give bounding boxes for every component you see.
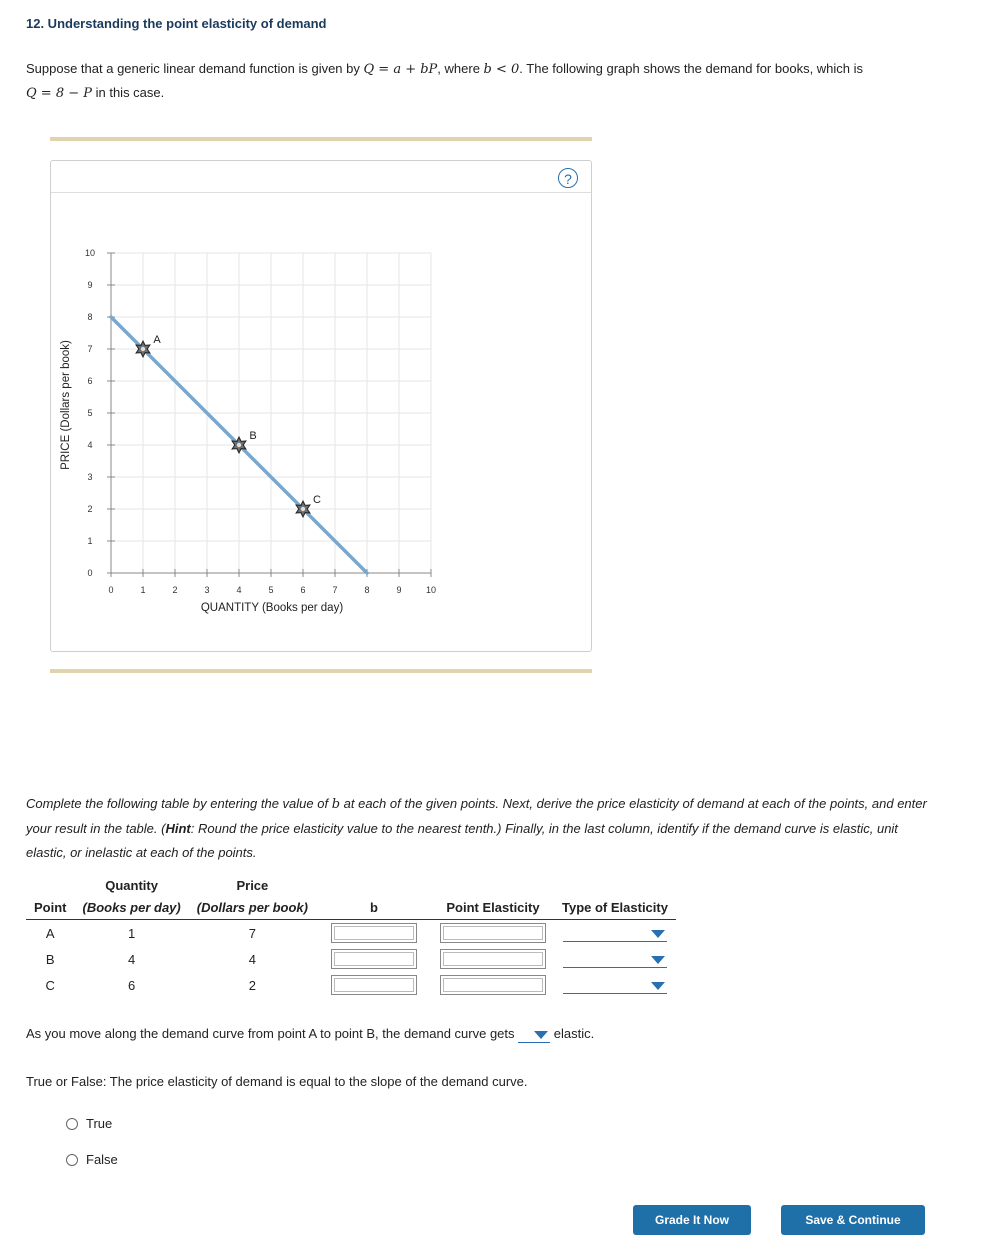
y-axis-label: PRICE (Dollars per book) [60, 340, 72, 470]
x-tick-label: 6 [300, 585, 306, 595]
instructions-text-3: : Round the price elasticity value to the nearest tenth.) Finally, in the last column, identify if the demand curve is elastic, unit elastic, or inelastic at each of the points. [26, 821, 898, 860]
col-header-point: Point [26, 897, 75, 920]
col-header-type-elasticity: Type of Elasticity [554, 897, 676, 920]
elasticity-input-a[interactable] [440, 923, 546, 943]
row-price: 2 [248, 977, 256, 993]
option-false[interactable] [66, 1152, 118, 1167]
x-tick-label: 8 [364, 585, 370, 595]
graph-top-rule [50, 137, 592, 141]
col-header-quantity: Quantity [105, 878, 158, 893]
movement-text-after: elastic. [553, 1026, 595, 1041]
x-tick-label: 4 [236, 585, 242, 595]
b-input-c[interactable] [331, 975, 417, 995]
graph-bottom-rule [50, 669, 592, 673]
radio-false[interactable] [66, 1154, 78, 1166]
dropdown-arrow-icon [651, 956, 665, 964]
y-tick-label: 0 [87, 568, 93, 578]
intro-text-4: in this case. [92, 85, 165, 100]
radio-true[interactable] [66, 1118, 78, 1130]
intro-text-1: Suppose that a generic linear demand function is given by [26, 61, 364, 76]
row-point: B [45, 951, 55, 967]
x-tick-label: 5 [268, 585, 274, 595]
y-tick-label: 7 [87, 344, 93, 354]
point-label-b: B [249, 430, 257, 442]
x-axis-label: QUANTITY (Books per day) [200, 602, 344, 614]
point-marker-center [237, 443, 241, 447]
elasticity-type-dropdown-c[interactable] [563, 977, 667, 994]
save-continue-button[interactable]: Save & Continue [781, 1205, 925, 1235]
y-tick-label: 4 [87, 440, 93, 450]
elasticity-input-c[interactable] [440, 975, 546, 995]
x-tick-label: 2 [172, 585, 178, 595]
y-tick-label: 6 [87, 376, 93, 386]
col-header-price: Price [236, 878, 269, 893]
instructions-text-2: at each of the given points. Next, derive the price elasticity of demand at each of the points, and enter your result in the table. ( [26, 796, 927, 836]
true-false-question: True or False: The price elasticity of demand is equal to the slope of the demand curve. [26, 1074, 528, 1089]
table-row [26, 946, 676, 972]
instructions-b-symbol: b [331, 797, 341, 812]
table-row [26, 920, 676, 947]
row-price: 4 [248, 951, 256, 967]
y-tick-label: 1 [87, 536, 93, 546]
intro-equation-general: Q = a + bP [363, 62, 438, 77]
y-tick-label: 10 [84, 248, 96, 258]
col-header-point-elasticity: Point Elasticity [432, 897, 554, 920]
y-tick-label: 9 [87, 280, 93, 290]
chart-ticks [85, 248, 436, 595]
row-point: A [45, 925, 55, 941]
b-input-a[interactable] [331, 923, 417, 943]
movement-dropdown[interactable] [518, 1026, 550, 1043]
row-price: 7 [248, 925, 256, 941]
graph-panel [50, 160, 592, 652]
intro-text [26, 57, 926, 105]
elasticity-input-b[interactable] [440, 949, 546, 969]
grade-it-now-button[interactable]: Grade It Now [633, 1205, 751, 1235]
b-input-b[interactable] [331, 949, 417, 969]
dropdown-arrow-icon [651, 930, 665, 938]
intro-equation-condition: b < 0 [483, 62, 520, 77]
elasticity-type-dropdown-a[interactable] [563, 925, 667, 942]
elasticity-table [26, 875, 676, 998]
intro-text-3: . The following graph shows the demand for books, which is [519, 61, 864, 76]
x-tick-label: 1 [140, 585, 146, 595]
instructions-hint: Hint [165, 821, 191, 836]
intro-equation-books: Q = 8 − P [26, 86, 92, 101]
dropdown-arrow-icon [534, 1031, 548, 1039]
help-icon[interactable]: ? [558, 168, 578, 188]
movement-question [26, 1026, 594, 1043]
point-label-a: A [153, 334, 161, 346]
y-tick-label: 3 [87, 472, 93, 482]
point-marker-center [141, 347, 145, 351]
x-tick-label: 0 [108, 585, 114, 595]
y-tick-label: 2 [87, 504, 93, 514]
chart-points [136, 334, 321, 517]
x-tick-label: 9 [396, 585, 402, 595]
row-quantity: 4 [128, 951, 136, 967]
row-point: C [45, 977, 55, 993]
chart-grid [111, 253, 431, 573]
question-title: 12. Understanding the point elasticity of demand [26, 16, 327, 31]
option-false-label: False [86, 1152, 118, 1167]
point-marker-center [301, 507, 305, 511]
movement-text-before: As you move along the demand curve from point A to point B, the demand curve gets [26, 1026, 515, 1041]
table-row [26, 972, 676, 998]
col-header-quantity-unit: (Books per day) [82, 900, 181, 915]
col-header-b: b [316, 897, 432, 920]
intro-text-2: , where [437, 61, 484, 76]
point-label-c: C [313, 494, 321, 506]
row-quantity: 6 [128, 977, 136, 993]
demand-chart [51, 161, 591, 651]
dropdown-arrow-icon [651, 982, 665, 990]
table-instructions [26, 792, 936, 865]
option-true[interactable] [66, 1116, 112, 1131]
row-quantity: 1 [128, 925, 136, 941]
y-tick-label: 8 [87, 312, 93, 322]
col-header-price-unit: (Dollars per book) [196, 900, 308, 915]
x-tick-label: 7 [332, 585, 338, 595]
x-tick-label: 3 [204, 585, 210, 595]
x-tick-label: 10 [425, 585, 437, 595]
y-tick-label: 5 [87, 408, 93, 418]
elasticity-type-dropdown-b[interactable] [563, 951, 667, 968]
instructions-text-1: Complete the following table by entering the value of [26, 796, 332, 811]
option-true-label: True [86, 1116, 113, 1131]
